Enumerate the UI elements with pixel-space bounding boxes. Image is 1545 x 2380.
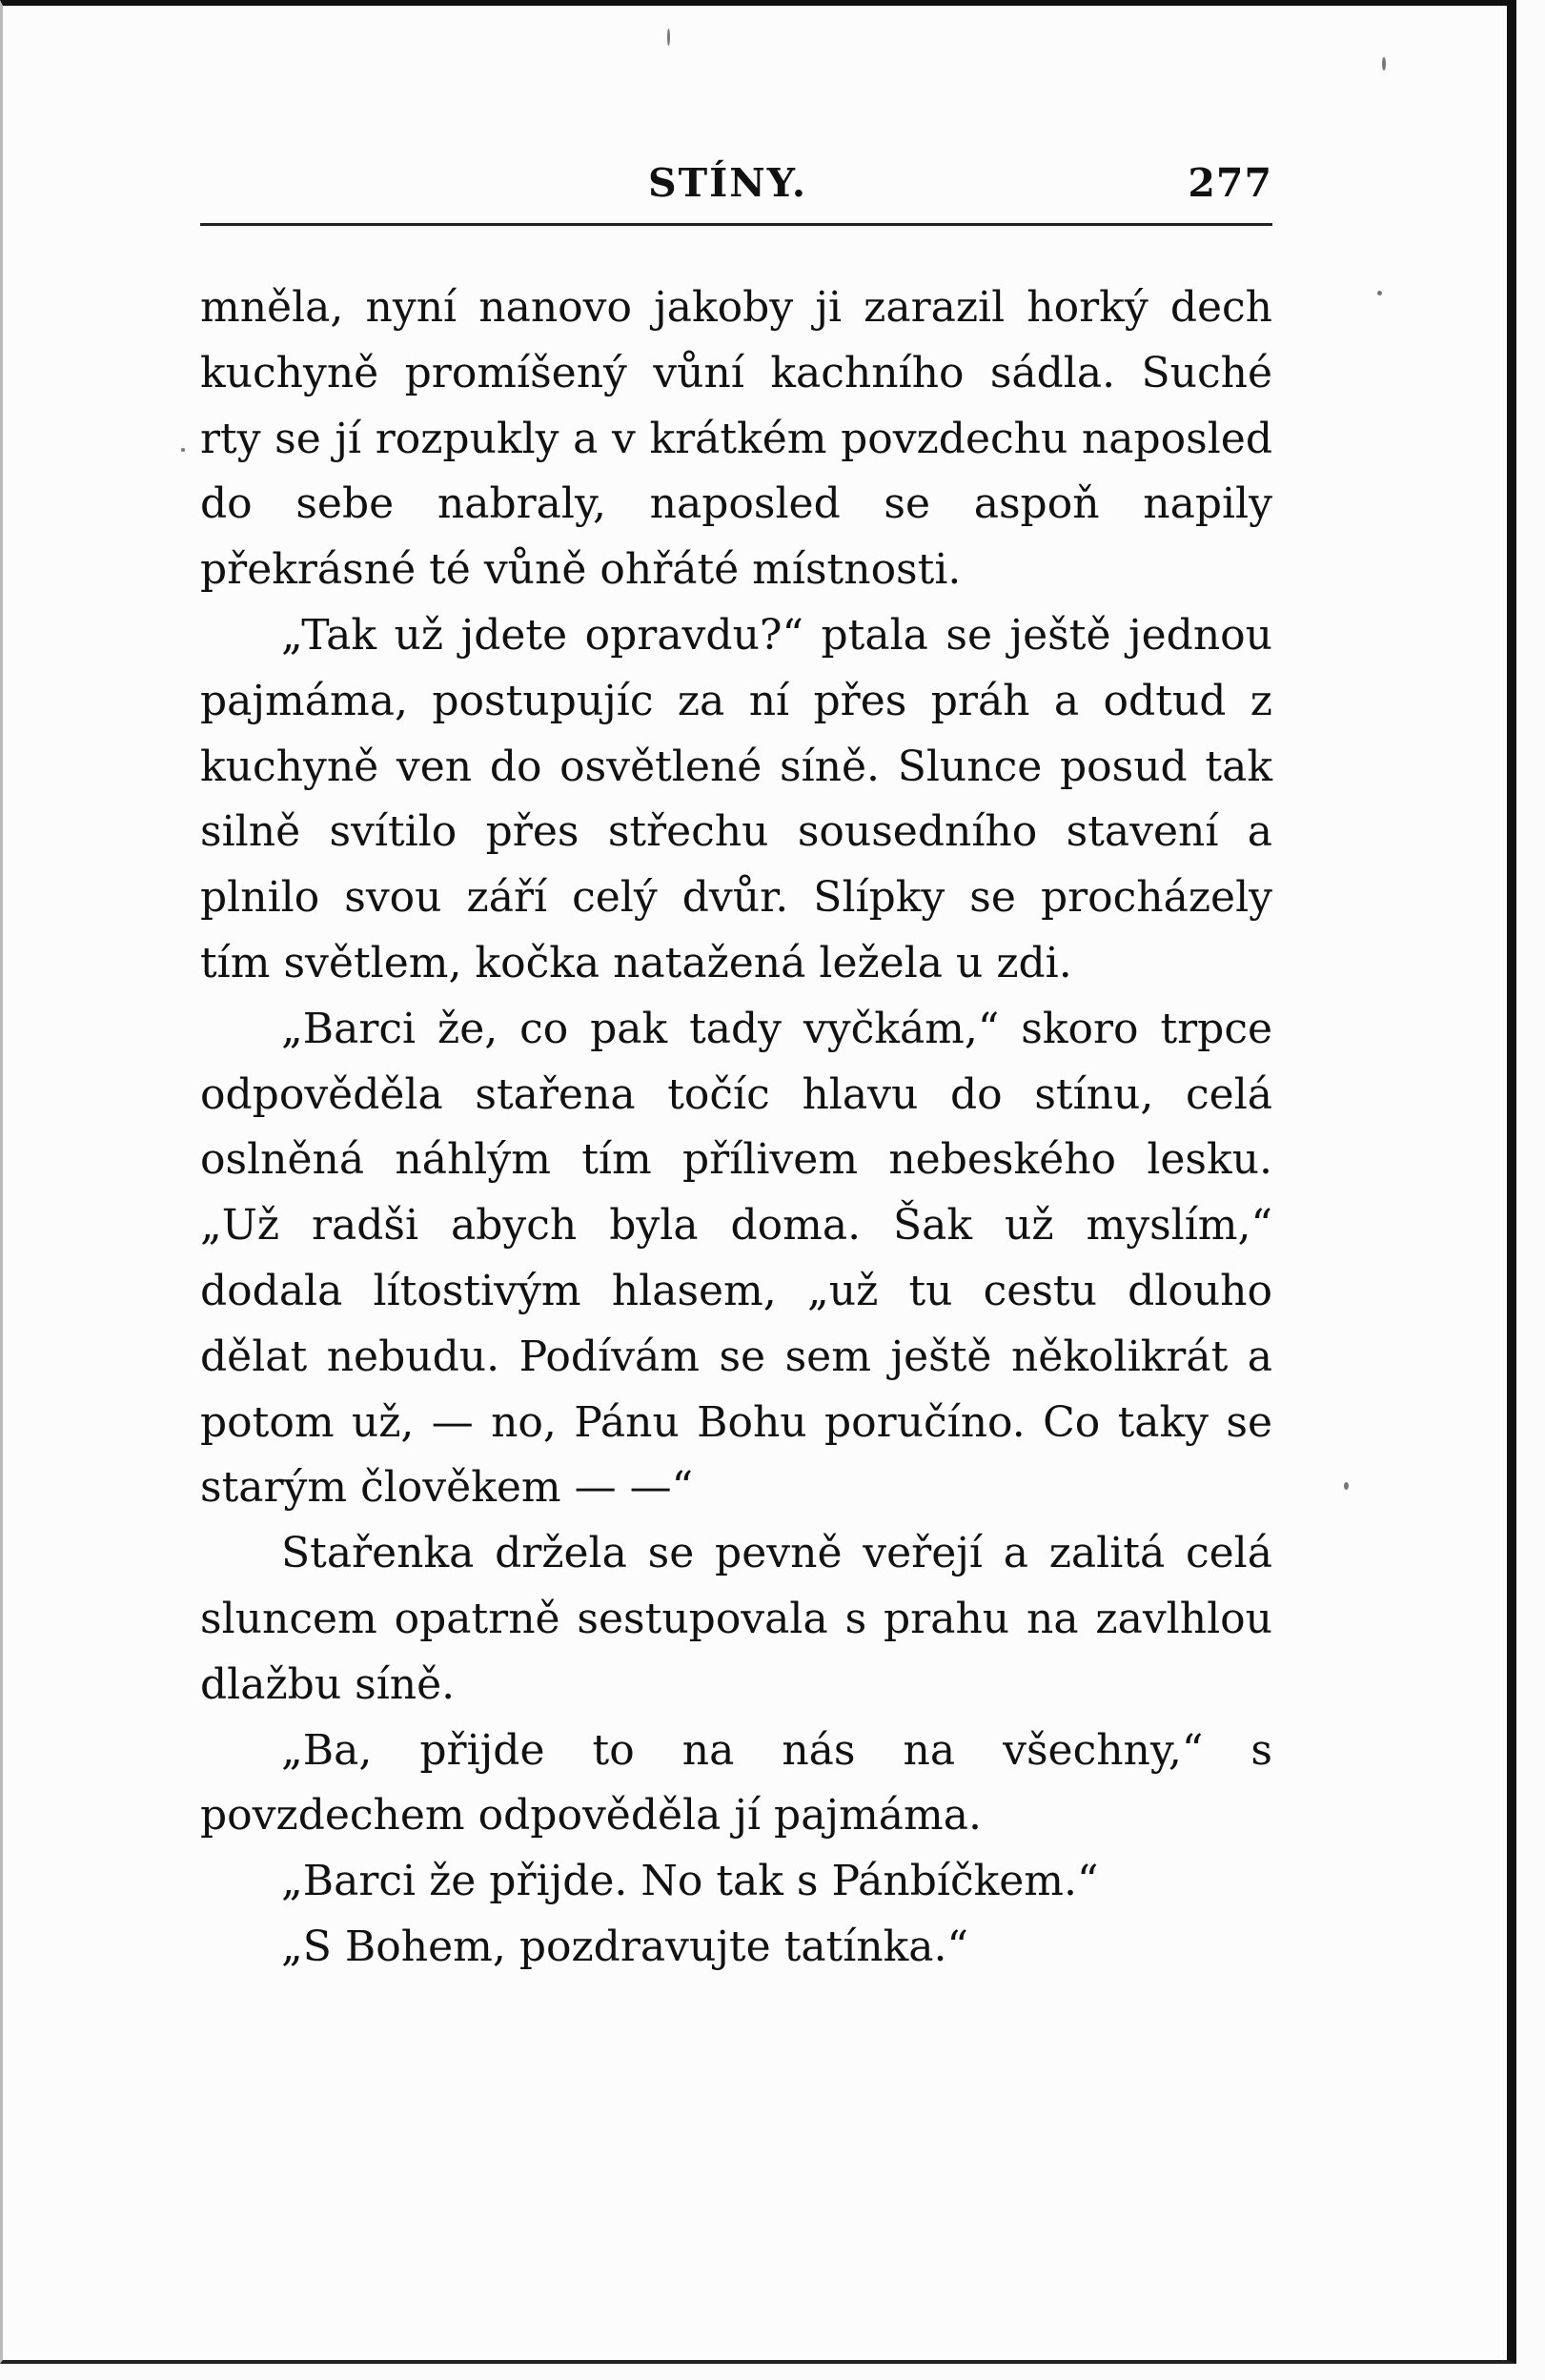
- page-content: [200, 153, 1272, 1981]
- paragraph: „Ba, přijde to na nás na všechny,“ s povzdechem odpověděla jí pajmáma.: [200, 1725, 1272, 1841]
- paragraph: mněla, nyní nanovo jakoby ji zarazil horký dech kuchyně promíšený vůní kachního sádla. Suché rty se jí rozpukly a v krátkém povzdechu naposled do sebe nabraly, naposled se aspoň napily překrásné té vůně ohřáté místnosti.: [200, 283, 1272, 595]
- speck: [1344, 1482, 1349, 1490]
- speck: [667, 29, 670, 46]
- speck: [181, 448, 185, 452]
- paragraph: „S Bohem, pozdravujte tatínka.“: [281, 1922, 969, 1971]
- paragraph: „Tak už jdete opravdu?“ ptala se ještě jednou pajmáma, postupujíc za ní přes práh a odtud z kuchyně ven do osvětlené síně. Slunce posud tak silně svítilo přes střechu sousedního stavení a plnilo svou září celý dvůr. Slípky se procházely tím světlem, kočka natažená ležela u zdi.: [200, 610, 1272, 987]
- speck: [1377, 291, 1382, 295]
- page-number: 277: [1188, 160, 1272, 206]
- body-text: [200, 275, 1272, 1981]
- paragraph: „Barci že přijde. No tak s Pánbíčkem.“: [281, 1857, 1099, 1906]
- speck: [1382, 57, 1386, 71]
- chapter-title: STÍNY.: [648, 160, 808, 206]
- running-head: [200, 153, 1272, 226]
- paragraph: Stařenka držela se pevně veřejí a zalitá celá sluncem opatrně sestupovala s prahu na zavlhlou dlažbu síně.: [200, 1529, 1272, 1709]
- paragraph: „Barci že, co pak tady vyčkám,“ skoro trpce odpověděla stařena točíc hlavu do stínu, celá oslněná náhlým tím přílivem nebeského lesku. „Už radši abych byla doma. Šak už myslím,“ dodala lítostivým hlasem, „už tu cestu dlouho dělat nebudu. Podívám se sem ještě několikrát a potom už, — no, Pánu Bohu poručíno. Co taky se starým člověkem — —“: [200, 1004, 1272, 1513]
